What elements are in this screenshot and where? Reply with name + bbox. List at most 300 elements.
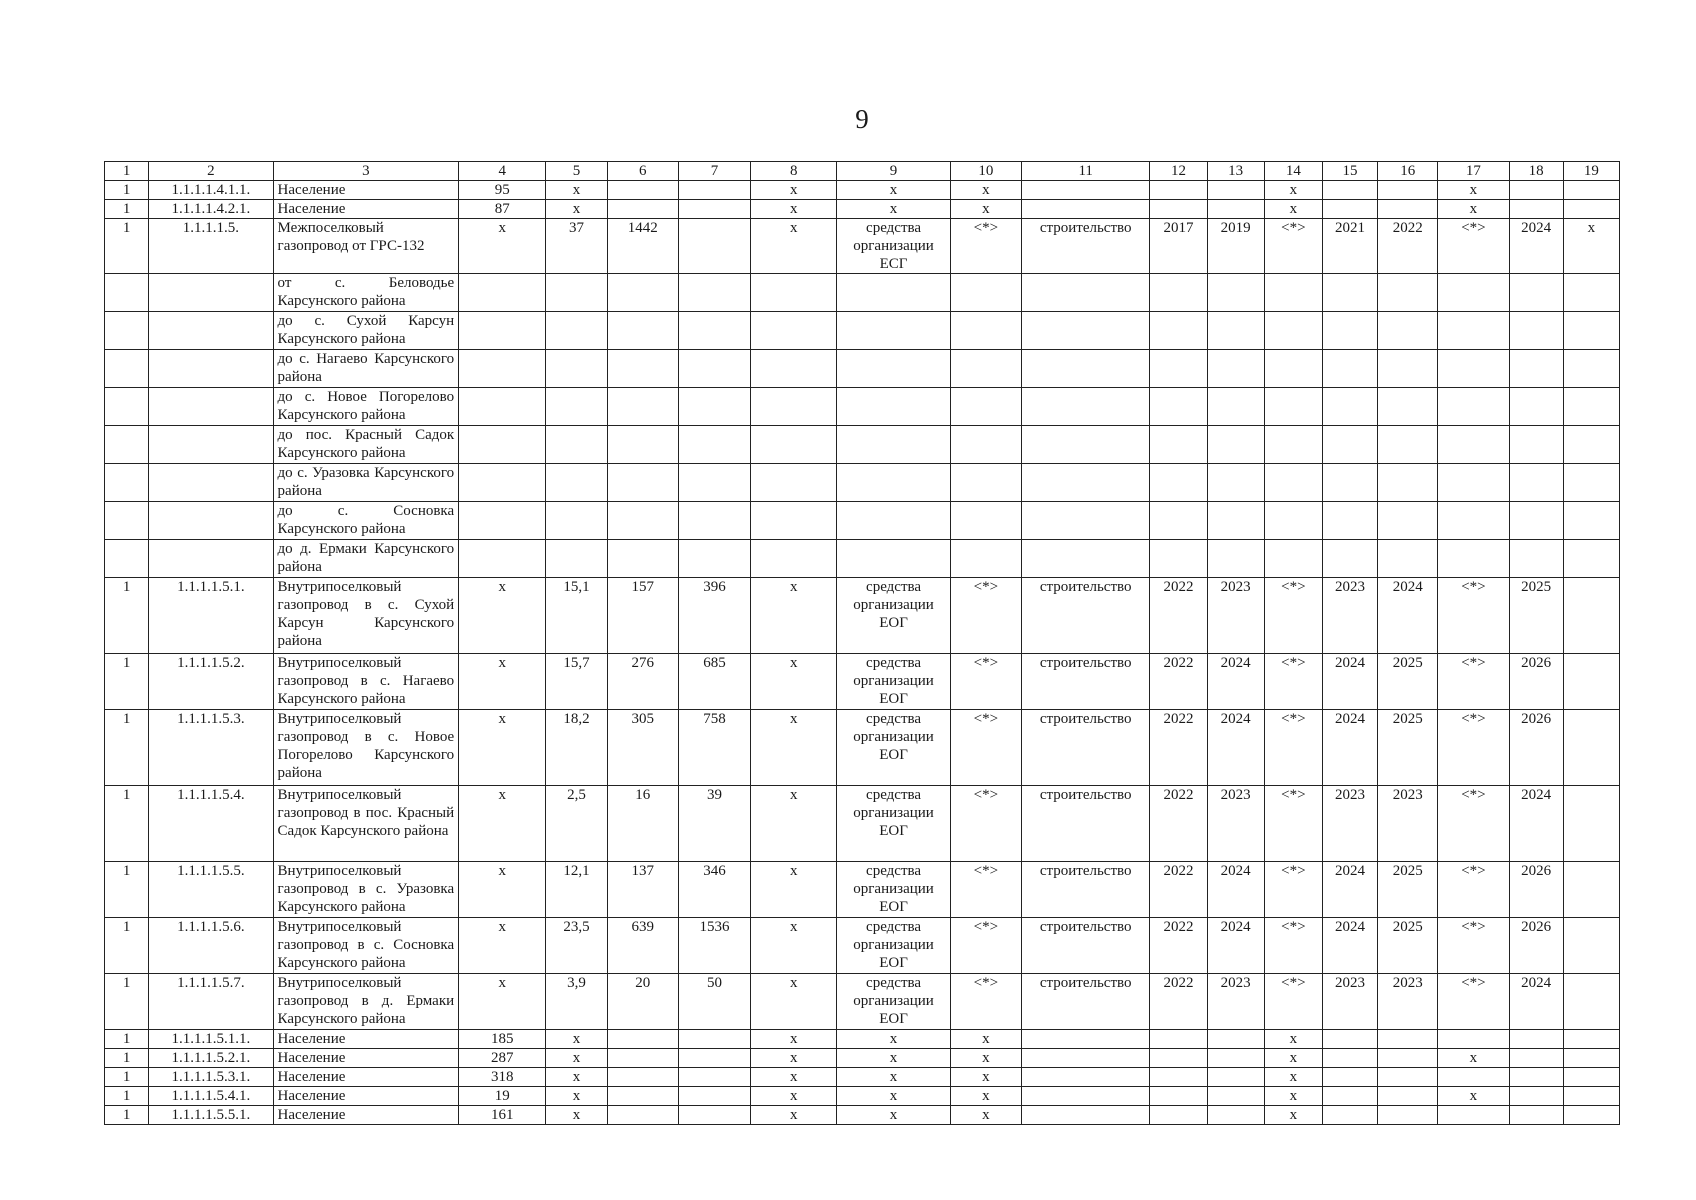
table-cell [1322, 540, 1377, 578]
table-cell: 16 [607, 786, 678, 862]
table-row [105, 219, 1620, 274]
table-cell: x [1264, 200, 1322, 219]
table-cell: x [459, 786, 546, 862]
column-header: 10 [950, 162, 1021, 181]
table-cell: <*> [1438, 219, 1509, 274]
table-cell [1021, 312, 1149, 350]
table-cell [459, 464, 546, 502]
column-header: 13 [1207, 162, 1264, 181]
table-cell [678, 1049, 750, 1068]
column-header: 19 [1563, 162, 1619, 181]
table-cell: x [950, 1049, 1021, 1068]
table-cell: Население [273, 200, 459, 219]
table-cell [1150, 1087, 1207, 1106]
table-cell: до с. Нагаево Карсунского района [273, 350, 459, 388]
table-cell [1207, 1068, 1264, 1087]
table-cell [149, 426, 273, 464]
table-cell: 1 [105, 1068, 149, 1087]
table-cell [1563, 1049, 1619, 1068]
table-cell: 1.1.1.1.5.7. [149, 974, 273, 1030]
table-cell [1563, 578, 1619, 654]
table-cell: x [751, 1068, 837, 1087]
table-cell [607, 464, 678, 502]
page-number: 9 [855, 104, 869, 134]
table-cell: 2022 [1150, 578, 1207, 654]
table-cell: 2023 [1207, 974, 1264, 1030]
table-cell [678, 502, 750, 540]
table-cell: 1442 [607, 219, 678, 274]
table-cell: 1.1.1.1.5.4. [149, 786, 273, 862]
column-header: 16 [1378, 162, 1438, 181]
table-cell: 1.1.1.1.5.4.1. [149, 1087, 273, 1106]
table-cell: x [1438, 200, 1509, 219]
table-cell [1207, 540, 1264, 578]
table-cell: <*> [1438, 578, 1509, 654]
table-cell [459, 274, 546, 312]
table-cell: строительство [1021, 578, 1149, 654]
table-row [105, 540, 1620, 578]
table-cell: <*> [1438, 654, 1509, 710]
table-cell [1150, 1030, 1207, 1049]
table-cell [607, 502, 678, 540]
table-cell: Внутрипоселковый газопровод в с. Сосновка Карсунского района [273, 918, 459, 974]
table-cell [678, 1087, 750, 1106]
table-cell: <*> [950, 974, 1021, 1030]
table-cell: <*> [950, 578, 1021, 654]
table-cell: средства организации ЕСГ [837, 219, 950, 274]
table-cell: 2,5 [546, 786, 607, 862]
table-cell [105, 350, 149, 388]
table-cell [1563, 1087, 1619, 1106]
table-cell [149, 540, 273, 578]
table-cell [1438, 350, 1509, 388]
table-cell: 1 [105, 1049, 149, 1068]
table-cell [678, 1068, 750, 1087]
table-cell [1021, 540, 1149, 578]
table-cell [607, 426, 678, 464]
table-cell [149, 274, 273, 312]
table-cell: 157 [607, 578, 678, 654]
table-cell [1207, 181, 1264, 200]
table-cell [1563, 312, 1619, 350]
table-cell: 2026 [1509, 710, 1563, 786]
column-header: 1 [105, 162, 149, 181]
table-cell [546, 274, 607, 312]
table-cell [546, 388, 607, 426]
table-cell [1150, 312, 1207, 350]
table-cell: до с. Новое Погорелово Карсунского района [273, 388, 459, 426]
table-cell: строительство [1021, 219, 1149, 274]
table-cell: 1 [105, 200, 149, 219]
table-cell: <*> [1264, 710, 1322, 786]
table-cell: x [950, 181, 1021, 200]
table-cell: x [546, 1087, 607, 1106]
table-cell: 2022 [1378, 219, 1438, 274]
table-cell: Население [273, 181, 459, 200]
table-cell [1438, 1030, 1509, 1049]
table-cell [1150, 464, 1207, 502]
table-cell [1563, 350, 1619, 388]
table-cell [1264, 426, 1322, 464]
table-cell: 95 [459, 181, 546, 200]
table-cell [1378, 312, 1438, 350]
column-header: 6 [607, 162, 678, 181]
table-cell: x [751, 1087, 837, 1106]
table-cell: <*> [1264, 219, 1322, 274]
table-cell: <*> [950, 219, 1021, 274]
table-cell: <*> [1264, 786, 1322, 862]
table-cell [1563, 274, 1619, 312]
table-cell [607, 350, 678, 388]
gas-pipeline-table [104, 161, 1620, 1125]
table-cell [607, 1049, 678, 1068]
table-cell: 37 [546, 219, 607, 274]
table-cell [678, 464, 750, 502]
table-cell: 2023 [1207, 578, 1264, 654]
table-cell: 19 [459, 1087, 546, 1106]
table-cell [149, 464, 273, 502]
table-cell: 1.1.1.1.5. [149, 219, 273, 274]
table-cell [1264, 274, 1322, 312]
table-cell [1509, 274, 1563, 312]
table-cell: x [1264, 1087, 1322, 1106]
table-cell [1150, 274, 1207, 312]
table-row [105, 578, 1620, 654]
table-cell [1264, 464, 1322, 502]
table-cell [1207, 1049, 1264, 1068]
table-cell [1150, 1068, 1207, 1087]
column-header: 3 [273, 162, 459, 181]
table-cell: x [837, 1106, 950, 1125]
table-cell [950, 426, 1021, 464]
table-cell: 2023 [1322, 786, 1377, 862]
table-cell [1378, 181, 1438, 200]
table-cell: 2024 [1207, 654, 1264, 710]
table-cell: строительство [1021, 654, 1149, 710]
table-cell: <*> [1264, 654, 1322, 710]
table-cell [105, 312, 149, 350]
table-cell [1322, 274, 1377, 312]
table-cell: <*> [1438, 918, 1509, 974]
table-cell [1378, 426, 1438, 464]
table-row [105, 1049, 1620, 1068]
table-cell [678, 312, 750, 350]
table-cell [1509, 388, 1563, 426]
table-cell [1509, 502, 1563, 540]
table-cell: 2024 [1378, 578, 1438, 654]
table-cell [837, 540, 950, 578]
table-cell: x [546, 181, 607, 200]
table-cell [1509, 1049, 1563, 1068]
table-cell [1438, 502, 1509, 540]
table-cell [1207, 1106, 1264, 1125]
table-cell [1563, 1068, 1619, 1087]
table-cell: x [1264, 181, 1322, 200]
table-cell [1563, 388, 1619, 426]
table-cell [607, 540, 678, 578]
table-cell [1509, 181, 1563, 200]
table-cell: 1.1.1.1.5.5. [149, 862, 273, 918]
table-cell: <*> [1438, 710, 1509, 786]
table-cell: x [546, 1030, 607, 1049]
table-cell: x [751, 1030, 837, 1049]
table-cell [1322, 426, 1377, 464]
table-cell: <*> [950, 786, 1021, 862]
table-cell [1207, 1030, 1264, 1049]
table-cell [1438, 1106, 1509, 1125]
table-cell [1322, 181, 1377, 200]
table-cell: 685 [678, 654, 750, 710]
table-cell [1322, 464, 1377, 502]
table-cell: 2025 [1378, 710, 1438, 786]
table-cell: 20 [607, 974, 678, 1030]
table-cell [678, 200, 750, 219]
table-cell [607, 388, 678, 426]
table-cell [105, 502, 149, 540]
table-row [105, 426, 1620, 464]
table-cell [1021, 1087, 1149, 1106]
table-cell: x [751, 974, 837, 1030]
table-cell [1563, 181, 1619, 200]
table-cell: Население [273, 1030, 459, 1049]
table-cell: средства организации ЕОГ [837, 862, 950, 918]
table-cell [678, 388, 750, 426]
table-cell [1563, 502, 1619, 540]
table-cell: x [751, 710, 837, 786]
table-cell [751, 312, 837, 350]
table-cell [1021, 274, 1149, 312]
table-cell: 1.1.1.1.5.1. [149, 578, 273, 654]
table-cell [1150, 1049, 1207, 1068]
table-cell: 1.1.1.1.5.3.1. [149, 1068, 273, 1087]
table-cell [1509, 1087, 1563, 1106]
table-cell [1322, 350, 1377, 388]
table-cell [546, 464, 607, 502]
table-cell: 12,1 [546, 862, 607, 918]
table-cell [1264, 502, 1322, 540]
column-header: 11 [1021, 162, 1149, 181]
table-cell: 87 [459, 200, 546, 219]
table-cell [1207, 1087, 1264, 1106]
table-cell: 1 [105, 654, 149, 710]
table-cell: строительство [1021, 786, 1149, 862]
table-cell [837, 502, 950, 540]
table-cell: до с. Сосновка Карсунского района [273, 502, 459, 540]
table-cell: 15,7 [546, 654, 607, 710]
table-cell [1322, 1087, 1377, 1106]
table-cell [678, 540, 750, 578]
table-cell [1207, 350, 1264, 388]
table-cell: до с. Сухой Карсун Карсунского района [273, 312, 459, 350]
table-cell: x [751, 918, 837, 974]
table-cell: x [837, 181, 950, 200]
table-cell [837, 274, 950, 312]
table-cell [149, 502, 273, 540]
table-row [105, 200, 1620, 219]
table-cell [1207, 388, 1264, 426]
table-cell: средства организации ЕОГ [837, 578, 950, 654]
table-cell: Внутрипоселковый газопровод в с. Нагаево Карсунского района [273, 654, 459, 710]
table-cell: x [837, 1030, 950, 1049]
table-cell [950, 350, 1021, 388]
table-cell [607, 1087, 678, 1106]
table-cell: x [1438, 1087, 1509, 1106]
table-cell [607, 274, 678, 312]
table-cell: 2026 [1509, 918, 1563, 974]
table-cell [607, 312, 678, 350]
table-row [105, 502, 1620, 540]
table-cell [1021, 1068, 1149, 1087]
table-cell: x [751, 1049, 837, 1068]
table-cell: до с. Уразовка Карсунского района [273, 464, 459, 502]
table-cell: 1.1.1.1.4.1.1. [149, 181, 273, 200]
table-cell: Население [273, 1049, 459, 1068]
table-cell [607, 200, 678, 219]
table-cell [1322, 388, 1377, 426]
table-row [105, 1106, 1620, 1125]
table-cell [678, 181, 750, 200]
table-cell: <*> [1438, 786, 1509, 862]
table-cell [149, 350, 273, 388]
table-cell: Внутрипоселковый газопровод в д. Ермаки Карсунского района [273, 974, 459, 1030]
table-row [105, 1087, 1620, 1106]
table-cell: 2025 [1378, 862, 1438, 918]
table-cell: 2022 [1150, 654, 1207, 710]
table-cell [1509, 426, 1563, 464]
table-cell [678, 1106, 750, 1125]
table-cell: 1 [105, 786, 149, 862]
table-cell: Внутрипоселковый газопровод в с. Уразовка Карсунского района [273, 862, 459, 918]
table-cell: x [459, 862, 546, 918]
table-cell [1438, 388, 1509, 426]
table-cell: <*> [950, 862, 1021, 918]
table-cell [1322, 1106, 1377, 1125]
table-cell: x [837, 1087, 950, 1106]
table-cell: 2024 [1322, 654, 1377, 710]
table-cell [149, 388, 273, 426]
table-cell [1322, 1049, 1377, 1068]
table-cell: 2022 [1150, 918, 1207, 974]
table-cell [1150, 200, 1207, 219]
table-cell: x [546, 1068, 607, 1087]
table-cell [751, 350, 837, 388]
table-cell: x [751, 1106, 837, 1125]
table-cell: x [950, 1030, 1021, 1049]
table-cell: x [950, 1068, 1021, 1087]
table-row [105, 350, 1620, 388]
table-cell [1378, 1068, 1438, 1087]
column-header: 12 [1150, 162, 1207, 181]
table-cell: 1.1.1.1.5.2.1. [149, 1049, 273, 1068]
table-cell: 1 [105, 862, 149, 918]
table-cell [1378, 350, 1438, 388]
table-cell: 2026 [1509, 862, 1563, 918]
table-cell [950, 274, 1021, 312]
table-cell: x [950, 200, 1021, 219]
table-cell: 2023 [1378, 974, 1438, 1030]
table-row [105, 388, 1620, 426]
table-cell [1021, 181, 1149, 200]
table-cell: x [837, 200, 950, 219]
table-cell [751, 540, 837, 578]
table-cell: 1 [105, 578, 149, 654]
table-cell: строительство [1021, 918, 1149, 974]
table-cell: <*> [950, 710, 1021, 786]
table-cell: 1.1.1.1.4.2.1. [149, 200, 273, 219]
table-cell: 1.1.1.1.5.5.1. [149, 1106, 273, 1125]
table-cell [1150, 540, 1207, 578]
column-header: 4 [459, 162, 546, 181]
table-cell [678, 274, 750, 312]
table-cell [607, 1106, 678, 1125]
table-cell [1378, 200, 1438, 219]
table-cell [1322, 1030, 1377, 1049]
column-header: 8 [751, 162, 837, 181]
table-cell [751, 464, 837, 502]
table-cell [105, 540, 149, 578]
table-cell [1563, 1030, 1619, 1049]
table-cell [1207, 274, 1264, 312]
table-cell: <*> [1264, 862, 1322, 918]
table-cell [1264, 350, 1322, 388]
table-row [105, 786, 1620, 862]
table-cell [1509, 540, 1563, 578]
table-cell [1150, 1106, 1207, 1125]
table-cell: <*> [950, 654, 1021, 710]
table-row [105, 918, 1620, 974]
table-cell: x [459, 918, 546, 974]
table-cell: средства организации ЕОГ [837, 710, 950, 786]
table-cell: 305 [607, 710, 678, 786]
table-cell [607, 1030, 678, 1049]
table-cell [837, 312, 950, 350]
table-cell [1021, 1030, 1149, 1049]
table-cell: 2021 [1322, 219, 1377, 274]
table-cell: x [751, 200, 837, 219]
column-header: 18 [1509, 162, 1563, 181]
table-cell [1150, 388, 1207, 426]
table-cell: 2022 [1150, 974, 1207, 1030]
table-cell: строительство [1021, 974, 1149, 1030]
table-cell [1150, 502, 1207, 540]
table-cell: x [546, 1106, 607, 1125]
table-cell: <*> [1264, 918, 1322, 974]
table-cell [546, 312, 607, 350]
table-cell: Население [273, 1087, 459, 1106]
table-cell [546, 502, 607, 540]
table-cell [105, 464, 149, 502]
table-cell: <*> [1264, 974, 1322, 1030]
table-cell [1322, 502, 1377, 540]
table-cell [1378, 502, 1438, 540]
table-cell [105, 274, 149, 312]
table-cell: 396 [678, 578, 750, 654]
column-header: 9 [837, 162, 950, 181]
table-cell [751, 388, 837, 426]
table-cell [1509, 464, 1563, 502]
table-cell [105, 426, 149, 464]
table-cell [546, 426, 607, 464]
table-cell: x [1438, 1049, 1509, 1068]
table-cell: 2017 [1150, 219, 1207, 274]
table-cell [1378, 464, 1438, 502]
table-cell: 1.1.1.1.5.1.1. [149, 1030, 273, 1049]
table-cell [678, 350, 750, 388]
table-cell [1563, 710, 1619, 786]
table-row [105, 710, 1620, 786]
table-cell: средства организации ЕОГ [837, 918, 950, 974]
table-cell: Население [273, 1068, 459, 1087]
